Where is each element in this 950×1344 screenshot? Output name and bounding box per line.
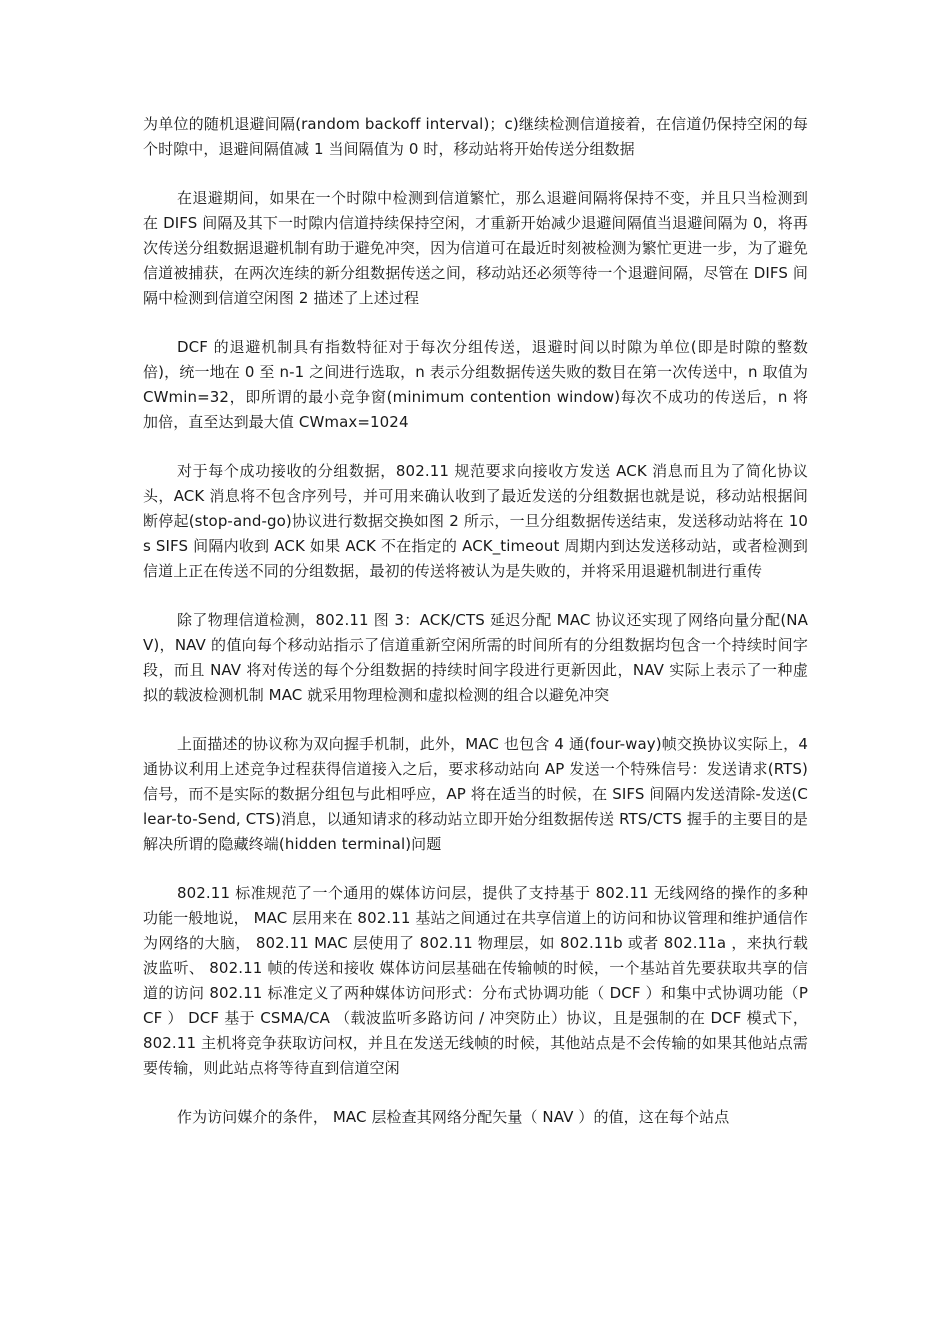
paragraph: 为单位的随机退避间隔(random backoff interval)；c)继续检测信道接着，在信道仍保持空闲的每个时隙中，退避间隔值减 1 当间隔值为 0 时，移动站将开始传送分组数据: [143, 115, 808, 158]
paragraph: 除了物理信道检测，802.11 图 3：ACK/CTS 延迟分配 MAC 协议还实现了网络向量分配(NAV)，NAV 的值向每个移动站指示了信道重新空闲所需的时间所有的分组数据均包含一个持续时间字段，而且 NAV 将对传送的每个分组数据的持续时间字段进行更新因此，NAV 实际上表示了一种虚拟的载波检测机制 MAC 就采用物理检测和虚拟检测的组合以避免冲突: [143, 611, 808, 704]
paragraph: 作为访问媒介的条件， MAC 层检查其网络分配矢量（ NAV ）的值，这在每个站点: [177, 1108, 730, 1126]
paragraph: 在退避期间，如果在一个时隙中检测到信道繁忙，那么退避间隔将保持不变，并且只当检测到在 DIFS 间隔及其下一时隙内信道持续保持空闲，才重新开始减少退避间隔值当退避间隔为 0，将再次传送分组数据退避机制有助于避免冲突，因为信道可在最近时刻被检测为繁忙更进一步，为了避免信道被捕获，在两次连续的新分组数据传送之间，移动站还必须等待一个退避间隔，尽管在 DIFS 间隔中检测到信道空闲图 2 描述了上述过程: [143, 189, 808, 307]
paragraph: 对于每个成功接收的分组数据，802.11 规范要求向接收方发送 ACK 消息而且为了简化协议头，ACK 消息将不包含序列号，并可用来确认收到了最近发送的分组数据也就是说，移动站根据间断停起(stop-and-go)协议进行数据交换如图 2 所示，一旦分组数据传送结束，发送移动站将在 10 s SIFS 间隔内收到 ACK 如果 ACK 不在指定的 ACK_timeout 周期内到达发送移动站，或者检测到信道上正在传送不同的分组数据，最初的传送将被认为是失败的，并将采用退避机制进行重传: [143, 462, 808, 580]
document-body: [143, 112, 808, 1154]
paragraph: 802.11 标准规范了一个通用的媒体访问层，提供了支持基于 802.11 无线网络的操作的多种功能一般地说， MAC 层用来在 802.11 基站之间通过在共享信道上的访问和协议管理和维护通信作为网络的大脑， 802.11 MAC 层使用了 802.11 物理层，如 802.11b 或者 802.11a ，来执行载波监听、 802.11 帧的传送和接收 媒体访问层基础在传输帧的时候，一个基站首先要获取共享的信道的访问 802.11 标准定义了两种媒体访问形式：分布式协调功能（ DCF ）和集中式协调功能（PCF ） DCF 基于 CSMA/CA （载波监听多路访问 / 冲突防止）协议，且是强制的在 DCF 模式下， 802.11 主机将竞争获取访问权，并且在发送无线帧的时候，其他站点是不会传输的如果其他站点需要传输，则此站点将等待直到信道空闲: [143, 884, 808, 1077]
paragraph: DCF 的退避机制具有指数特征对于每次分组传送，退避时间以时隙为单位(即是时隙的整数倍)，统一地在 0 至 n-1 之间进行选取，n 表示分组数据传送失败的数目在第一次传送中，n 取值为 CWmin=32，即所谓的最小竞争窗(minimum contention window)每次不成功的传送后，n 将加倍，直至达到最大值 CWmax=1024: [143, 338, 808, 431]
paragraph: 上面描述的协议称为双向握手机制，此外，MAC 也包含 4 通(four-way)帧交换协议实际上，4 通协议利用上述竞争过程获得信道接入之后，要求移动站向 AP 发送一个特殊信号：发送请求(RTS)信号，而不是实际的数据分组包与此相呼应，AP 将在适当的时候，在 SIFS 间隔内发送清除-发送(Clear-to-Send, CTS)消息，以通知请求的移动站立即开始分组数据传送 RTS/CTS 握手的主要目的是解决所谓的隐藏终端(hidden terminal)问题: [143, 735, 808, 853]
